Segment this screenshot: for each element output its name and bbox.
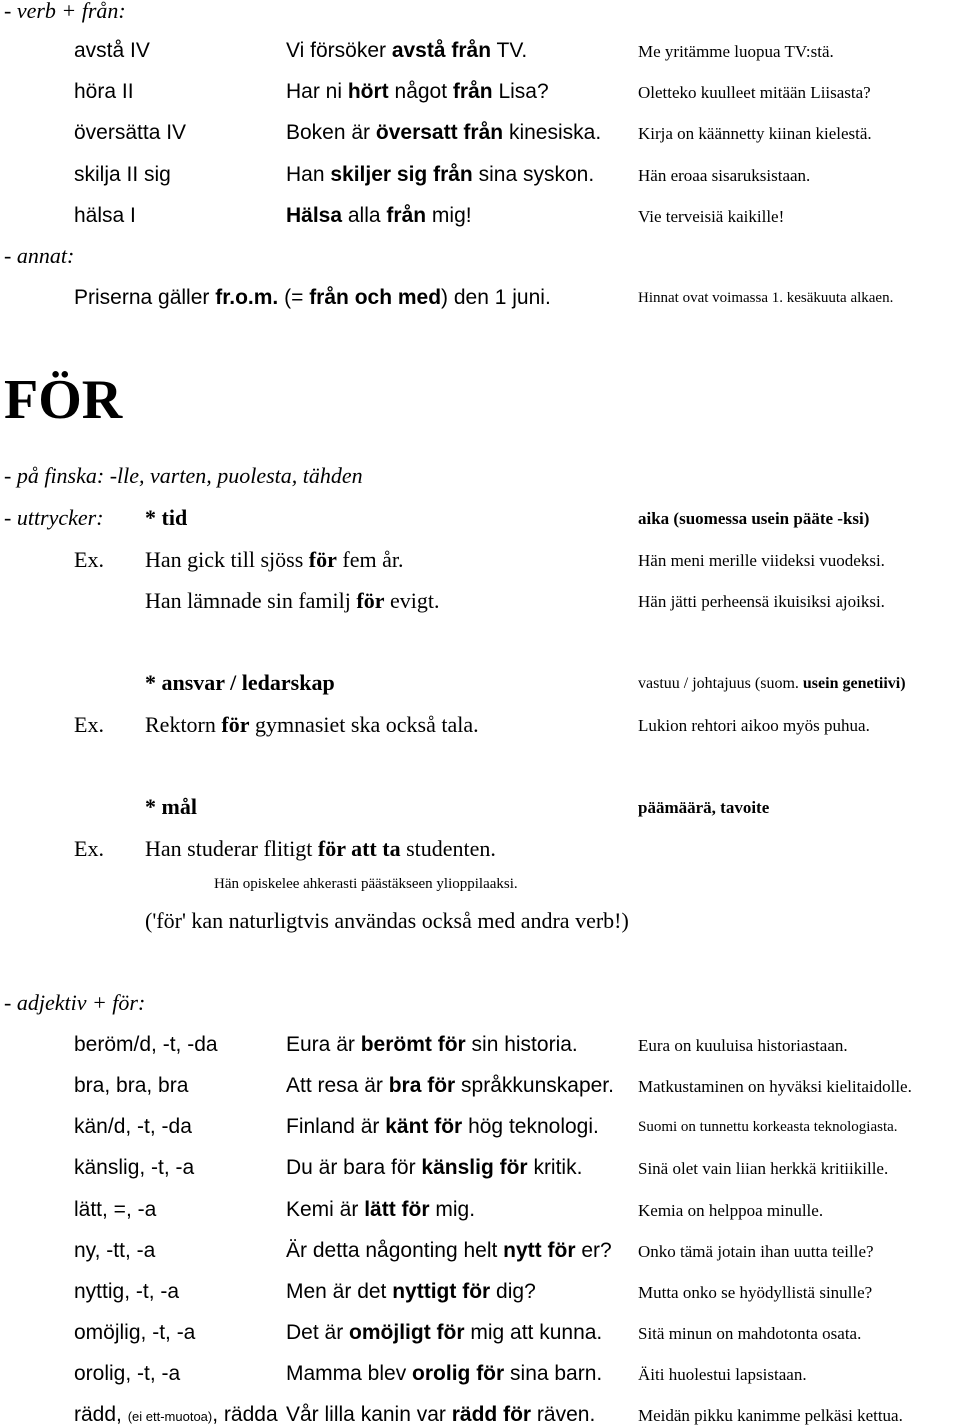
- ex-label-tid: Ex.: [74, 547, 104, 572]
- section-label-annat: - annat:: [4, 243, 75, 268]
- translation-avsta: Me yritämme luopua TV:stä.: [638, 42, 834, 61]
- example-nyttig: Men är det nyttigt för dig?: [286, 1280, 536, 1303]
- note-mal: ('för' kan naturligtvis användas också med andra verb!): [145, 908, 629, 933]
- example-halsa: Hälsa alla från mig!: [286, 204, 472, 227]
- example-hora: Har ni hört något från Lisa?: [286, 80, 549, 103]
- word-nyttig: nyttig, -t, -a: [74, 1280, 180, 1303]
- word-orolig: orolig, -t, -a: [74, 1362, 181, 1385]
- word-oversatta: översätta IV: [74, 121, 187, 144]
- word-halsa: hälsa I: [74, 204, 136, 227]
- word-latt: lätt, =, -a: [74, 1198, 157, 1221]
- example-mal: Han studerar flitigt för att ta studenten.: [145, 836, 496, 861]
- example-latt: Kemi är lätt för mig.: [286, 1198, 476, 1221]
- word-kand: kän/d, -t, -da: [74, 1115, 192, 1138]
- word-bra: bra, bra, bra: [74, 1074, 189, 1097]
- meaning-mal: * mål: [145, 794, 197, 819]
- word-radd: rädd, (ei ett-muotoa), rädda: [74, 1403, 278, 1426]
- translation-oversatta: Kirja on käännetty kiinan kielestä.: [638, 124, 872, 143]
- word-kanslig: känslig, -t, -a: [74, 1156, 195, 1179]
- ex-label-mal: Ex.: [74, 836, 104, 861]
- example-radd: Vår lilla kanin var rädd för räven.: [286, 1403, 596, 1426]
- translation-annat: Hinnat ovat voimassa 1. kesäkuuta alkaen.: [638, 290, 894, 306]
- example-kanslig: Du är bara för känslig för kritik.: [286, 1156, 583, 1179]
- meaning-mal-fi: päämäärä, tavoite: [638, 798, 770, 817]
- translation-tid-1: Hän meni merille viideksi vuodeksi.: [638, 551, 885, 570]
- word-avsta: avstå IV: [74, 39, 150, 62]
- example-tid-2: Han lämnade sin familj för evigt.: [145, 588, 440, 613]
- example-avsta: Vi försöker avstå från TV.: [286, 39, 528, 62]
- word-omojlig: omöjlig, -t, -a: [74, 1321, 196, 1344]
- example-ny: Är detta någonting helt nytt för er?: [286, 1239, 612, 1262]
- word-ny: ny, -tt, -a: [74, 1239, 156, 1262]
- meaning-tid: * tid: [145, 505, 188, 530]
- finska-equivalents: - på finska: -lle, varten, puolesta, tähden: [4, 463, 363, 488]
- translation-bra: Matkustaminen on hyväksi kielitaidolle.: [638, 1077, 912, 1096]
- translation-halsa: Vie terveisiä kaikille!: [638, 207, 785, 226]
- example-omojlig: Det är omöjligt för mig att kunna.: [286, 1321, 603, 1344]
- ex-label-ansvar: Ex.: [74, 712, 104, 737]
- translation-berom: Eura on kuuluisa historiastaan.: [638, 1036, 848, 1055]
- translation-latt: Kemia on helppoa minulle.: [638, 1201, 824, 1220]
- section-label-adjektiv: - adjektiv + för:: [4, 990, 146, 1015]
- translation-ny: Onko tämä jotain ihan uutta teille?: [638, 1242, 874, 1261]
- translation-ansvar: Lukion rehtori aikoo myös puhua.: [638, 716, 870, 735]
- translation-omojlig: Sitä minun on mahdotonta osata.: [638, 1324, 862, 1343]
- example-berom: Eura är berömt för sin historia.: [286, 1033, 578, 1056]
- section-label-uttrycker: - uttrycker:: [4, 505, 104, 530]
- example-ansvar: Rektorn för gymnasiet ska också tala.: [145, 712, 479, 737]
- example-bra: Att resa är bra för språkkunskaper.: [286, 1074, 614, 1097]
- translation-mal: Hän opiskelee ahkerasti päästäkseen ylioppilaaksi.: [214, 876, 518, 892]
- translation-hora: Oletteko kuulleet mitään Liisasta?: [638, 83, 871, 102]
- example-orolig: Mamma blev orolig för sina barn.: [286, 1362, 603, 1385]
- example-tid-1: Han gick till sjöss för fem år.: [145, 547, 404, 572]
- translation-skilja: Hän eroaa sisaruksistaan.: [638, 166, 811, 185]
- meaning-ansvar: * ansvar / ledarskap: [145, 670, 335, 695]
- word-berom: beröm/d, -t, -da: [74, 1033, 218, 1056]
- translation-kand: Suomi on tunnettu korkeasta teknologiasta.: [638, 1119, 898, 1135]
- translation-kanslig: Sinä olet vain liian herkkä kritiikille.: [638, 1159, 889, 1178]
- translation-tid-2: Hän jätti perheensä ikuisiksi ajoiksi.: [638, 592, 885, 611]
- meaning-tid-fi: aika (suomessa usein pääte -ksi): [638, 509, 870, 528]
- section-label-verb-fran: - verb + från:: [4, 0, 126, 23]
- example-kand: Finland är känt för hög teknologi.: [286, 1115, 599, 1138]
- word-hora: höra II: [74, 80, 134, 103]
- translation-nyttig: Mutta onko se hyödyllistä sinulle?: [638, 1283, 873, 1302]
- heading-for: FÖR: [4, 369, 123, 431]
- example-skilja: Han skiljer sig från sina syskon.: [286, 163, 595, 186]
- word-skilja: skilja II sig: [74, 163, 171, 186]
- example-oversatta: Boken är översatt från kinesiska.: [286, 121, 602, 144]
- example-annat: Priserna gäller fr.o.m. (= från och med) den 1 juni.: [74, 286, 551, 309]
- meaning-ansvar-fi: vastuu / johtajuus (suom. usein genetiivi): [638, 675, 906, 692]
- translation-radd: Meidän pikku kanimme pelkäsi kettua.: [638, 1406, 903, 1425]
- translation-orolig: Äiti huolestui lapsistaan.: [638, 1365, 807, 1384]
